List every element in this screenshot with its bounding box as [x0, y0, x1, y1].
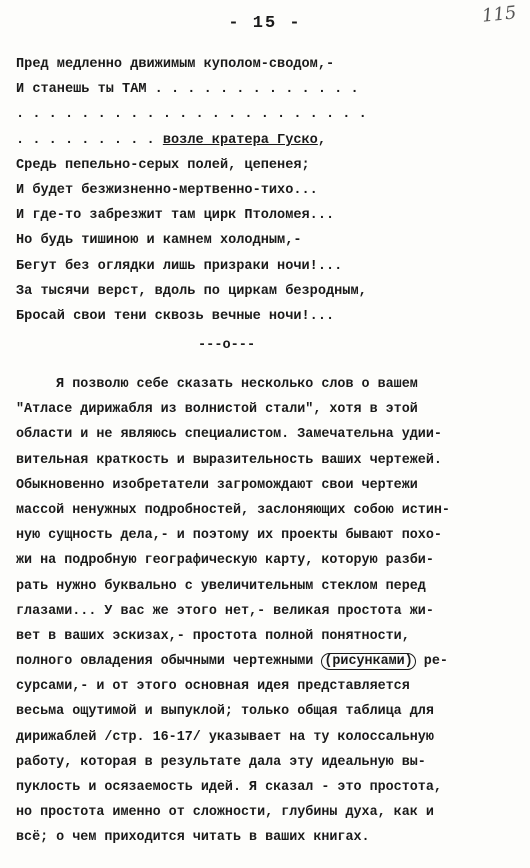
poem-line-underlined: . . . . . . . . . возле кратера Гуско,	[16, 132, 327, 148]
prose-line: глазами... У вас же этого нет,- великая простота жи-	[16, 603, 434, 619]
prose-line: Обыкновенно изобретатели загромождают свои чертежи	[16, 477, 418, 493]
handwritten-folio-number: 115	[480, 2, 518, 27]
poem-line: Пред медленно движимым куполом-сводом,-	[16, 57, 335, 72]
poem-line: За тысячи верст, вдоль по циркам безродным,	[16, 283, 367, 299]
page-number: - 15 -	[228, 14, 302, 33]
poem-line: Средь пепельно-серых полей, цепенея;	[16, 157, 310, 173]
prose-line: ную сущность дела,- и поэтому их проекты бывают похо-	[16, 528, 442, 544]
prose-line: вет в ваших эскизах,- простота полной понятности,	[16, 628, 410, 644]
prose-line-text: полного овладения обычными чертежными	[16, 654, 322, 670]
section-separator: ---o---	[198, 338, 256, 353]
poem-line: Бегут без оглядки лишь призраки ночи!...	[16, 258, 343, 274]
poem-line: Бросай свои тени сквозь вечные ночи!...	[16, 308, 335, 324]
prose-line: массой ненужных подробностей, заслоняющих собою истин-	[16, 502, 450, 518]
poem-block	[16, 52, 516, 329]
poem-line: И станешь ты ТАМ . . . . . . . . . . . . .	[16, 82, 359, 98]
underlined-place-name: возле кратера Гуско	[162, 132, 318, 148]
prose-line: сурсами,- и от этого основная идея представляется	[16, 679, 410, 695]
prose-line-with-circled-word	[16, 649, 516, 674]
prose-line: области и не являюсь специалистом. Замечательна удии-	[16, 427, 442, 443]
prose-line: дирижаблей /стр. 16-17/ указывает на ту колоссальную	[16, 729, 434, 745]
prose-line: рать нужно буквально с увеличительным стеклом перед	[16, 578, 426, 594]
prose-block	[16, 372, 516, 851]
prose-line: жи на подробную географическую карту, которую разби-	[16, 553, 434, 569]
prose-line: вительная краткость и выразительность ваших чертежей.	[16, 452, 442, 468]
prose-line-suffix: ре-	[415, 654, 448, 670]
prose-line: пуклость и осязаемость идей. Я сказал - это простота,	[16, 780, 442, 795]
prose-line: работу, которая в результате дала эту идеальную вы-	[16, 754, 426, 770]
prose-line: но простота именно от сложности, глубины духа, как и	[16, 805, 434, 821]
poem-line: . . . . . . . . . . . . . . . . . . . . . .	[16, 107, 367, 123]
prose-line: Я позволю себе сказать несколько слов о вашем	[16, 377, 418, 392]
prose-line: весьма ощутимой и выпуклой; только общая таблица для	[16, 704, 434, 720]
poem-line: И где-то забрезжит там цирк Птоломея...	[16, 208, 335, 224]
prose-line: "Атласе дирижабля из волнистой стали", хотя в этой	[16, 402, 418, 418]
poem-line: И будет безжизненно-мертвенно-тихо...	[16, 182, 318, 198]
prose-line: всё; о чем приходится читать в ваших книгах.	[16, 830, 370, 846]
circled-word: (рисунками)	[321, 653, 415, 670]
poem-line: Но будь тишиною и камнем холодным,-	[16, 233, 302, 249]
